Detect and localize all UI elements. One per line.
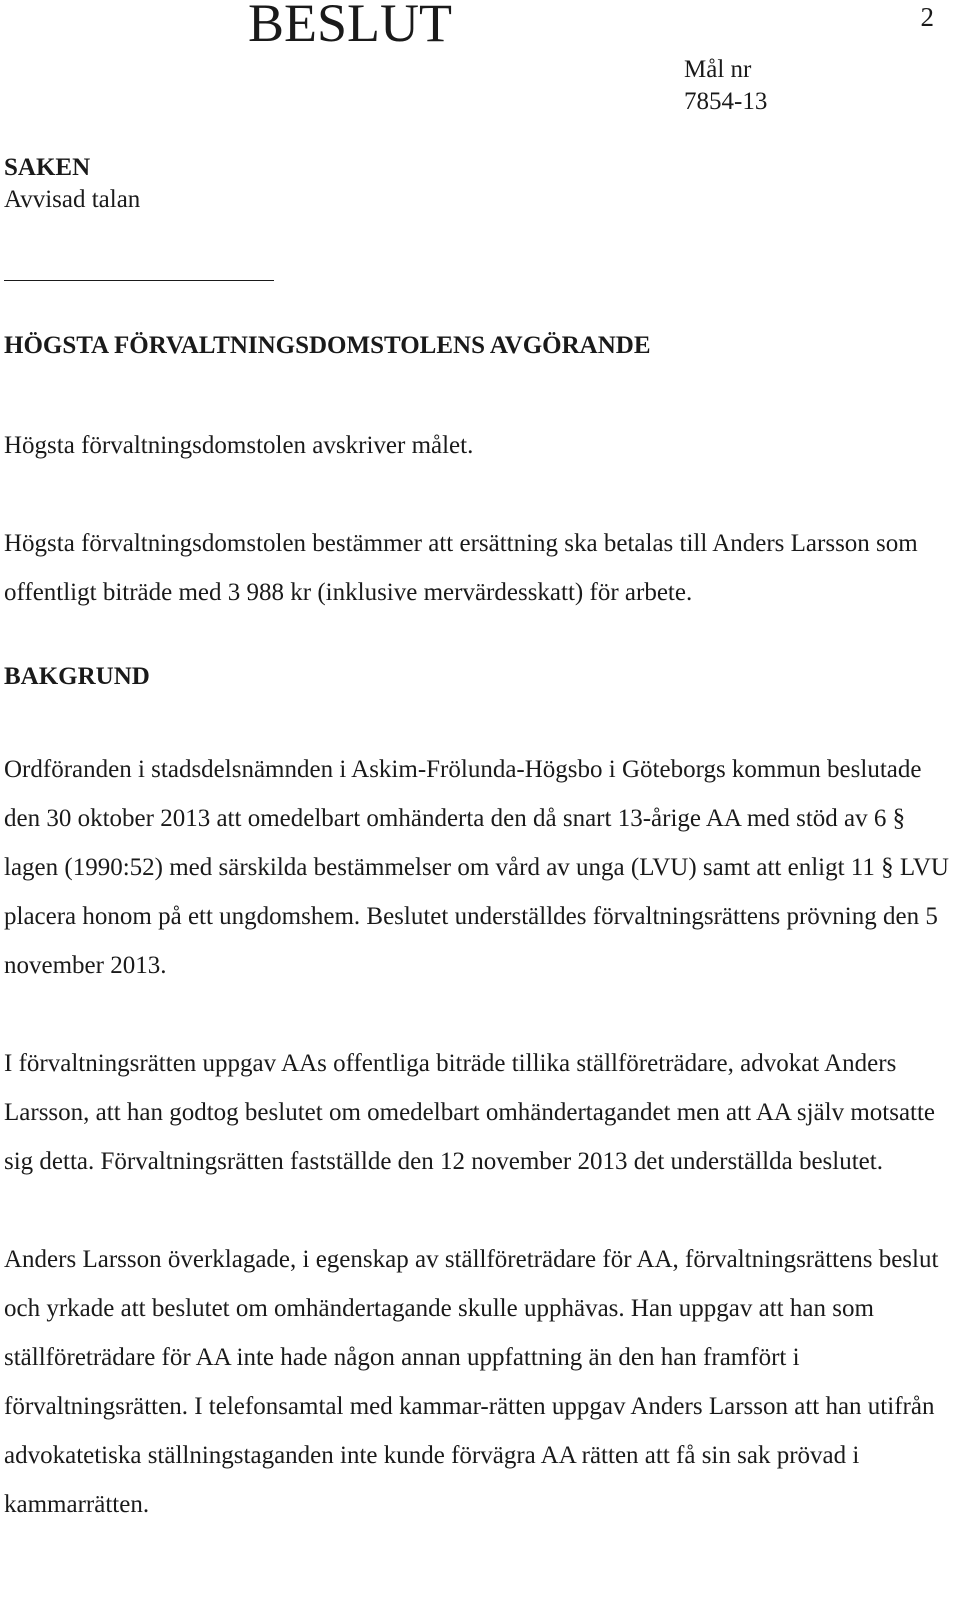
section-divider [4,280,274,281]
bakgrund-paragraph: Anders Larsson överklagade, i egenskap av ställföreträdare för AA, förvaltningsrättens beslut och yrkade att beslutet om omhändertagande skulle upphävas. Han uppgav att han som ställföreträdare för AA inte hade någon annan uppfattning än den han framfört i förvaltningsrätten. I telefonsamtal med kammar-rätten uppgav Anders Larsson att han utifrån advokatetiska ställningstaganden inte kunde förvägra AA rätten att få sin sak prövad i kammarrätten. [4,1246,939,1518]
bakgrund-paragraph: Ordföranden i stadsdelsnämnden i Askim-Frölunda-Högsbo i Göteborgs kommun beslutade den 30 oktober 2013 att omedelbart omhänderta den då snart 13-årige AA med stöd av 6 § lagen (1990:52) med särskilda bestämmelser om vård av unga (LVU) samt att enligt 11 § LVU placera honom på ett ungdomshem. Beslutet underställdes förvaltningsrättens prövning den 5 november 2013. [4,756,949,979]
bakgrund-paragraph: I förvaltningsrätten uppgav AAs offentliga biträde tillika ställföreträdare, advokat Anders Larsson, att han godtog beslutet om omedelbart omhändertagandet men att AA själv motsatte sig detta. Förvaltningsrätten fastställde den 12 november 2013 det underställda beslutet. [4,1050,936,1175]
case-number: 7854-13 [684,88,768,115]
avgorande-paragraph: Högsta förvaltningsdomstolen bestämmer att ersättning ska betalas till Anders Larsson som offentligt biträde med 3 988 kr (inklusive mervärdesskatt) för arbete. [4,530,918,606]
case-number-label: Mål nr [684,56,752,83]
saken-heading: SAKEN [4,154,91,181]
page-number: 2 [920,2,934,32]
saken-text: Avvisad talan [4,186,141,213]
saken-section [4,152,140,216]
document-body [4,326,952,1529]
avgorande-paragraph: Högsta förvaltningsdomstolen avskriver målet. [4,432,474,459]
document-type-title: BESLUT [248,0,453,53]
avgorande-heading: HÖGSTA FÖRVALTNINGSDOMSTOLENS AVGÖRANDE [4,332,651,359]
case-number-block [684,54,767,118]
bakgrund-heading: BAKGRUND [4,663,150,690]
